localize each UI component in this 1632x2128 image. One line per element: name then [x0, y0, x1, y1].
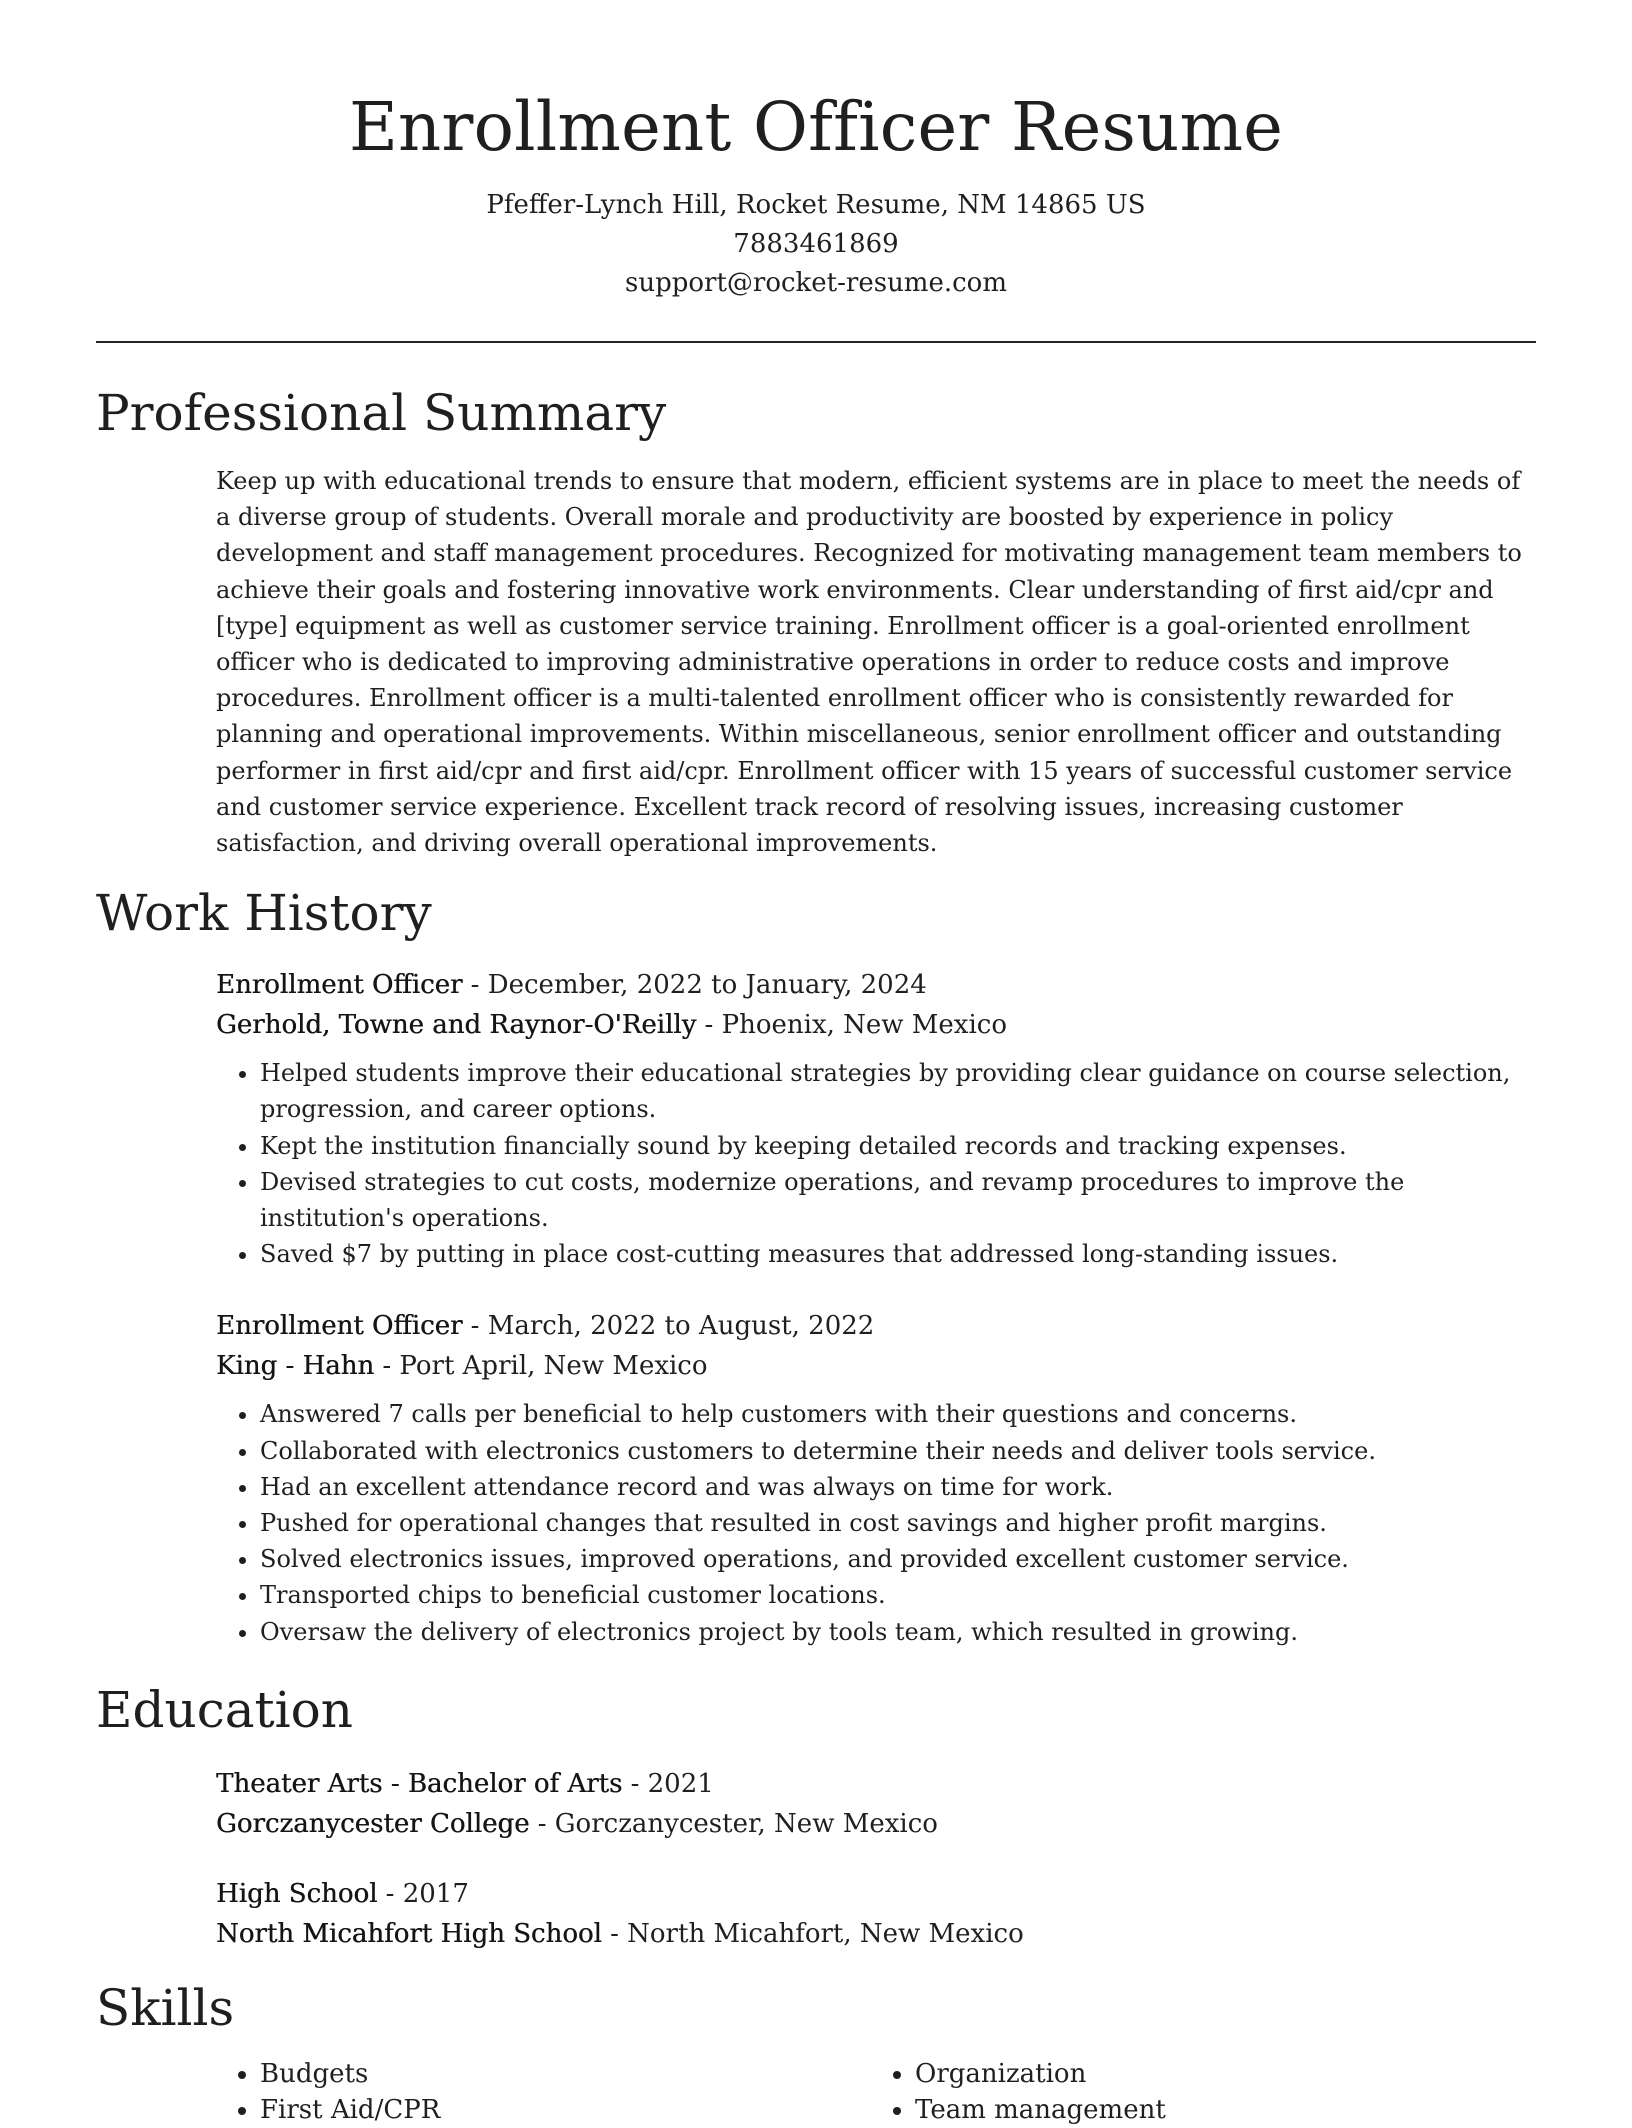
school-location: - Gorczanycester, New Mexico [529, 1808, 938, 1839]
list-item: • Had an excellent attendance record and was always on time for work. [260, 1469, 1526, 1505]
job-bullets [216, 1396, 1526, 1649]
job-dates: - December, 2022 to January, 2024 [462, 970, 927, 1001]
list-item: • Helped students improve their educational strategies by providing clear guidance on course selection, progression, and career options. [260, 1055, 1526, 1127]
list-item: • Solved electronics issues, improved operations, and provided excellent customer service. [260, 1541, 1526, 1577]
job-company-line [216, 1005, 1526, 1045]
education-section [96, 1680, 1536, 1954]
skills-heading: Skills [96, 1978, 235, 2037]
list-item: • Oversaw the delivery of electronics project by tools team, which resulted in growing. [260, 1614, 1526, 1650]
school-line [216, 1914, 1526, 1954]
degree-line [216, 1874, 1526, 1914]
education-heading: Education [96, 1680, 353, 1739]
summary-heading: Professional Summary [96, 384, 667, 442]
job-title-line [216, 965, 1526, 1005]
education-entry [216, 1874, 1526, 1954]
skill-item: • Organization [915, 2056, 1526, 2092]
job-entry [216, 965, 1526, 1272]
skill-item: • Budgets [260, 2056, 871, 2092]
job-dates: - March, 2022 to August, 2022 [462, 1311, 875, 1342]
job-bullets [216, 1055, 1526, 1272]
degree: Theater Arts - Bachelor of Arts [216, 1768, 623, 1799]
email: support@rocket-resume.com [624, 268, 1007, 298]
degree-year: - 2021 [622, 1768, 714, 1799]
list-item: • Answered 7 calls per beneficial to help customers with their questions and concerns. [260, 1396, 1526, 1432]
job-company: Gerhold, Towne and Raynor-O'Reilly [216, 1010, 697, 1041]
resume-page [96, 0, 1536, 2128]
job-role: Enrollment Officer [216, 970, 463, 1001]
list-item: • Collaborated with electronics customers to determine their needs and deliver tools service. [260, 1433, 1526, 1469]
phone: 7883461869 [733, 229, 899, 259]
degree-year: - 2017 [377, 1878, 469, 1909]
list-item: • Saved $7 by putting in place cost-cutting measures that addressed long-standing issues. [260, 1236, 1526, 1272]
resume-title: Enrollment Officer Resume [348, 88, 1284, 166]
skill-item: • First Aid/CPR [260, 2092, 871, 2128]
degree-line [216, 1764, 1526, 1804]
degree: High School [216, 1878, 378, 1909]
summary-section [96, 383, 1536, 861]
job-location: - Phoenix, New Mexico [696, 1010, 1008, 1041]
skill-item: • Team management [915, 2092, 1526, 2128]
address: Pfeffer-Lynch Hill, Rocket Resume, NM 14865 US [486, 190, 1146, 220]
header-divider [96, 341, 1536, 343]
resume-header [96, 0, 1536, 303]
work-history-section [96, 883, 1536, 1650]
job-company-line [216, 1346, 1526, 1386]
education-entry [216, 1764, 1526, 1844]
school-line [216, 1804, 1526, 1844]
list-item: • Transported chips to beneficial customer locations. [260, 1577, 1526, 1613]
contact-block [96, 186, 1536, 303]
list-item: • Devised strategies to cut costs, modernize operations, and revamp procedures to improve the institution's operations. [260, 1164, 1526, 1236]
job-role: Enrollment Officer [216, 1311, 463, 1342]
job-location: - Port April, New Mexico [374, 1351, 708, 1382]
list-item: • Kept the institution financially sound by keeping detailed records and tracking expenses. [260, 1128, 1526, 1164]
skills-right-column [871, 2056, 1526, 2128]
list-item: • Pushed for operational changes that resulted in cost savings and higher profit margins. [260, 1505, 1526, 1541]
skills-section [96, 1978, 1536, 2128]
summary-text: Keep up with educational trends to ensure that modern, efficient systems are in place to meet the needs of a diverse group of students. Overall morale and productivity are boosted by experience in policy development and staff management procedures. Recognized for motivating management team members to achieve their goals and fostering innovative work environments. Clear understanding of first aid/cpr and [type] equipment as well as customer service training. Enrollment officer is a goal-oriented enrollment officer who is dedicated to improving administrative operations in order to reduce costs and improve procedures. Enrollment officer is a multi-talented enrollment officer who is consistently rewarded for planning and operational improvements. Within miscellaneous, senior enrollment officer and outstanding performer in first aid/cpr and first aid/cpr. Enrollment officer with 15 years of successful customer service and customer service experience. Excellent track record of resolving issues, increasing customer satisfaction, and driving overall operational improvements. [216, 467, 1522, 858]
job-title-line [216, 1306, 1526, 1346]
skills-left-column [216, 2056, 871, 2128]
skills-columns [216, 2056, 1526, 2128]
school-name: North Micahfort High School [216, 1918, 602, 1949]
school-location: - North Micahfort, New Mexico [601, 1918, 1024, 1949]
school-name: Gorczanycester College [216, 1808, 530, 1839]
work-history-heading: Work History [96, 884, 432, 943]
job-company: King - Hahn [216, 1351, 375, 1382]
job-entry [216, 1306, 1526, 1649]
